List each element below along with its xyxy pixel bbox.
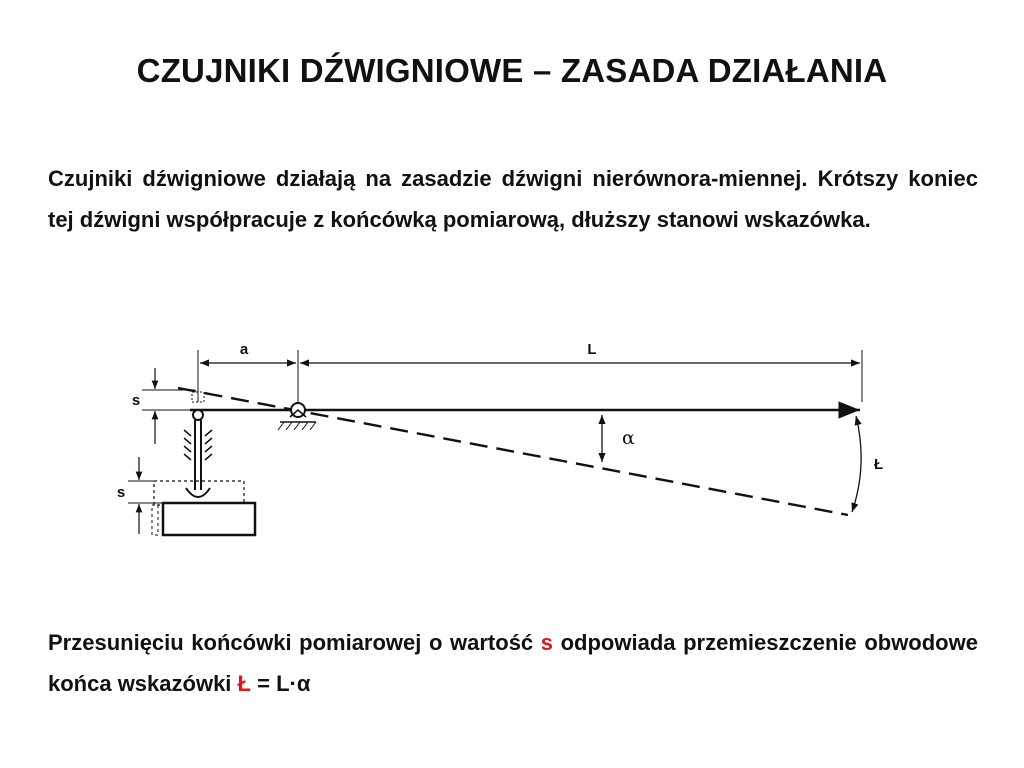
value-s: s [540,630,554,655]
label-s-top: s [131,392,141,409]
plunger-guides [184,430,212,460]
workpiece [163,503,255,535]
value-arc: Ł [237,671,251,696]
page-title: CZUJNIKI DŹWIGNIOWE – ZASADA DZIAŁANIA [136,52,888,89]
deflected-lever [178,388,848,515]
label-L: L [587,341,597,358]
workpiece-ghost [154,481,244,505]
label-s-bottom: s [116,484,126,501]
conclusion-part2: odpowiada przemieszczenie obwodowe końca wskazówki [48,630,978,696]
conclusion-paragraph [48,622,978,704]
conclusion-part1: Przesunięciu końcówki pomiarowej o wartość [48,630,534,655]
probe-tip [186,488,210,497]
label-a: a [239,341,249,358]
intro-paragraph: Czujniki dźwigniowe działają na zasadzie dźwigni nierównora-miennej. Krótszy koniec tej dźwigni współpracuje z końcówką pomiarową, dłuższy stanowi wskazówka. [48,166,978,232]
arc-displacement [852,416,861,512]
tip-joint [193,410,203,420]
label-alpha: α [622,427,635,449]
label-arc: Ł [874,456,884,473]
formula: = L·α [257,671,311,696]
